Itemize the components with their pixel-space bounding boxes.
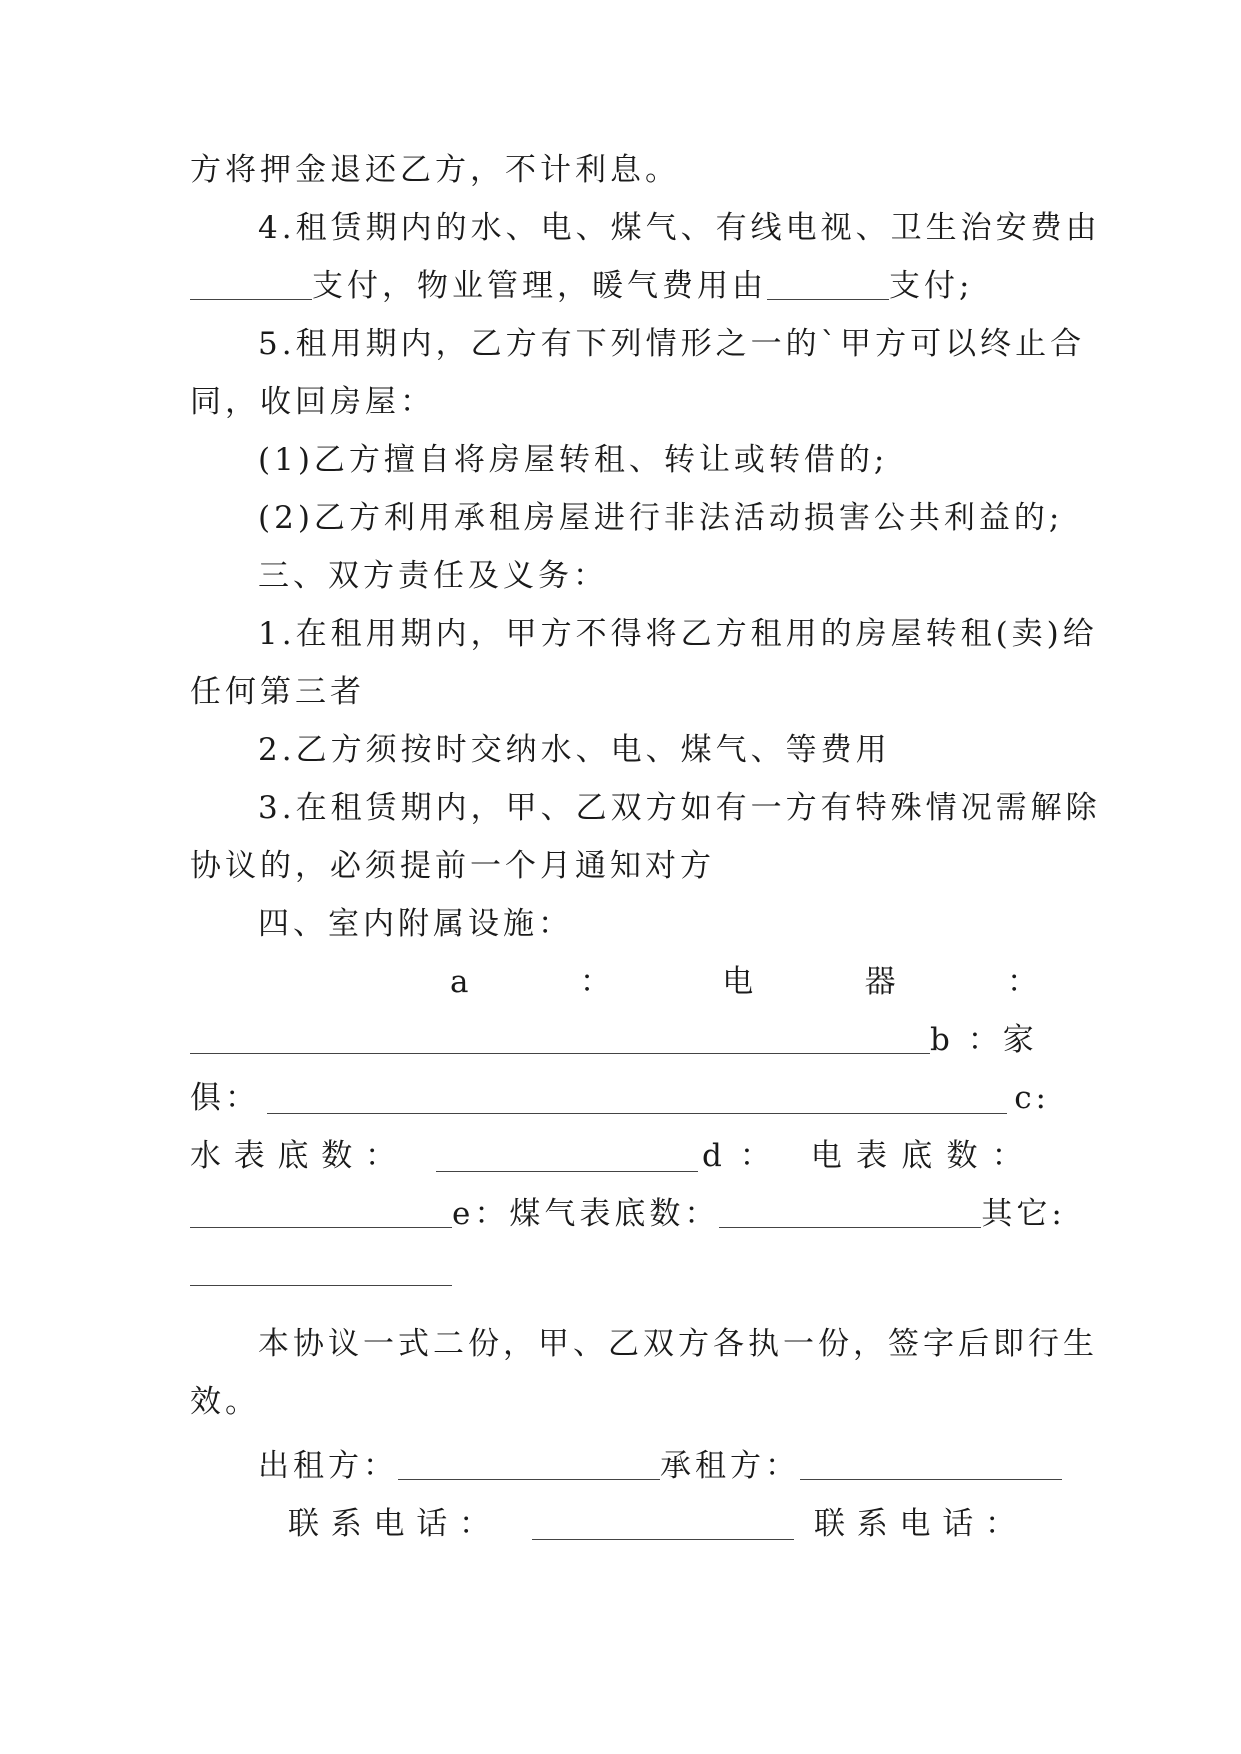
meter-readings-line xyxy=(190,1136,1050,1176)
agreement-copies-continuation: 效。 xyxy=(190,1384,260,1420)
blank-lessor[interactable] xyxy=(398,1449,660,1480)
blank-lessee[interactable] xyxy=(800,1449,1062,1480)
paragraph-line: 方将押金退还乙方，不计利息。 xyxy=(190,152,680,188)
spread-char: 系 xyxy=(330,1506,366,1542)
phone-line xyxy=(288,1504,1042,1544)
spread-char: ： xyxy=(991,1138,1027,1174)
appliances-label-line xyxy=(450,962,1042,1002)
blank-appliances[interactable] xyxy=(190,1023,930,1054)
clause-4-fill-line xyxy=(190,266,1050,306)
gas-meter-line xyxy=(190,1194,1066,1234)
blank-heating-payer[interactable] xyxy=(767,269,889,300)
spread-char: ： xyxy=(579,964,615,1000)
other-fill-line xyxy=(190,1252,1050,1292)
spread-char: 数 xyxy=(946,1138,982,1174)
appliances-fill-line xyxy=(190,1020,1050,1060)
section-3-item-1-continuation: 任何第三者 xyxy=(190,674,365,710)
section-3-item-3-continuation: 协议的，必须提前一个月通知对方 xyxy=(190,848,715,884)
line-text: 支付，物业管理，暖气费用由 xyxy=(312,268,767,304)
lessor-phone-label xyxy=(288,1504,494,1544)
spread-char: ： xyxy=(1006,964,1042,1000)
spread-char: 器 xyxy=(864,964,900,1000)
clause-5-item-1: (1)乙方擅自将房屋转租、转让或转借的; xyxy=(258,442,889,478)
lessor-label: 出租方： xyxy=(258,1448,398,1484)
spread-char: 系 xyxy=(856,1506,892,1542)
spread-char: 电 xyxy=(810,1138,846,1174)
lessee-label: 承租方： xyxy=(660,1448,800,1484)
blank-furniture[interactable] xyxy=(267,1083,1007,1114)
section-3-item-2: 2.乙方须按时交纳水、电、煤气、等费用 xyxy=(258,732,891,768)
spread-char: 表 xyxy=(855,1138,891,1174)
spread-char: 话 xyxy=(416,1506,452,1542)
clause-5-item-2: (2)乙方利用承租房屋进行非法活动损害公共利益的; xyxy=(258,500,1064,536)
line-text: d ： xyxy=(702,1138,775,1174)
blank-lessor-phone[interactable] xyxy=(532,1509,794,1540)
section-3-heading: 三、双方责任及义务： xyxy=(258,558,608,594)
agreement-copies-line: 本协议一式二份，甲、乙双方各执一份，签字后即行生 xyxy=(258,1326,1098,1362)
line-text: 俱： xyxy=(190,1080,260,1116)
spread-char: 底 xyxy=(901,1138,937,1174)
spread-char: 联 xyxy=(814,1506,849,1542)
blank-electricity-meter[interactable] xyxy=(190,1197,452,1228)
clause-4-line: 4.租赁期内的水、电、煤气、有线电视、卫生治安费由 xyxy=(258,210,1101,246)
line-text: b ：家 xyxy=(930,1022,1038,1058)
spread-char: 电 xyxy=(373,1506,409,1542)
blank-water-meter[interactable] xyxy=(436,1141,698,1172)
spread-char: ： xyxy=(985,1506,1020,1542)
line-text: e：煤气表底数： xyxy=(452,1196,720,1232)
spread-char: ： xyxy=(459,1506,494,1542)
electricity-meter-label xyxy=(811,1136,1027,1176)
spread-char: 底 xyxy=(277,1138,313,1174)
blank-utility-payer[interactable] xyxy=(190,269,312,300)
spread-char: 数 xyxy=(321,1138,357,1174)
signature-line xyxy=(258,1446,1050,1486)
section-3-item-1: 1.在租用期内，甲方不得将乙方租用的房屋转租(卖)给 xyxy=(258,616,1098,652)
lessee-phone-label xyxy=(814,1504,1020,1544)
blank-other[interactable] xyxy=(190,1255,452,1286)
blank-gas-meter[interactable] xyxy=(719,1197,981,1228)
line-text: c: xyxy=(1014,1080,1050,1116)
spread-char: 电 xyxy=(722,964,758,1000)
section-4-heading: 四、室内附属设施： xyxy=(258,906,573,942)
line-text: 支付; xyxy=(889,268,974,304)
spread-char: 水 xyxy=(190,1138,225,1174)
spread-char: 话 xyxy=(942,1506,978,1542)
spread-char: ： xyxy=(365,1138,400,1174)
spread-char: 电 xyxy=(899,1506,935,1542)
clause-5-line: 5.租用期内，乙方有下列情形之一的`甲方可以终止合 xyxy=(258,326,1086,362)
section-3-item-3: 3.在租赁期内，甲、乙双方如有一方有特殊情况需解除 xyxy=(258,790,1101,826)
line-text: 其它: xyxy=(981,1196,1066,1232)
spread-char: 表 xyxy=(233,1138,269,1174)
furniture-fill-line xyxy=(190,1078,1050,1118)
spread-char: a xyxy=(450,964,473,1000)
clause-5-continuation: 同，收回房屋： xyxy=(190,384,435,420)
water-meter-label xyxy=(190,1136,400,1176)
spread-char: 联 xyxy=(288,1506,323,1542)
